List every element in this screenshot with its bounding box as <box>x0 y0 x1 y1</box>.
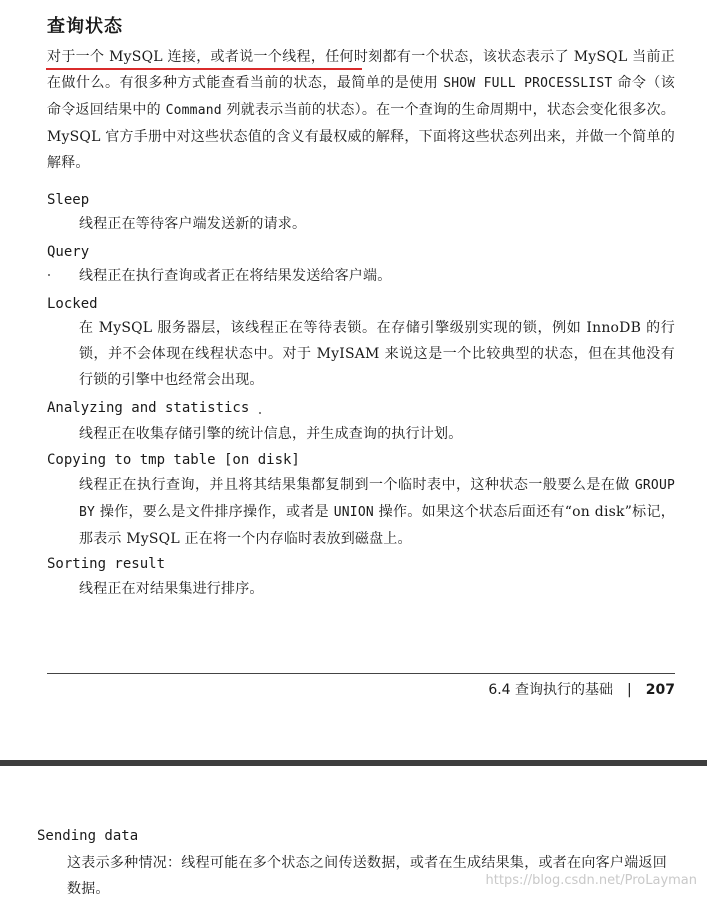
footer-page-number: 207 <box>645 682 675 698</box>
intro-underlined-text: 对于一个 MySQL 连接，或者说一个线程， <box>47 49 326 65</box>
footer-section-number: 6.4 <box>488 682 511 698</box>
state-term-query: Query <box>47 244 90 260</box>
red-underline-annotation <box>46 68 362 70</box>
intro-paragraph <box>47 44 675 176</box>
copying-desc-text-c: 操作。如果这个状态后面还有“on disk”标记，那表示 MySQL 正在将一个内存临时表放到磁盘上。 <box>79 504 676 547</box>
intro-code-2: Command <box>165 103 222 118</box>
intro-code-1: SHOW FULL PROCESSLIST <box>443 76 613 91</box>
state-desc-sorting: 线程正在对结果集进行排序。 <box>79 581 264 597</box>
state-desc-copying <box>79 472 675 552</box>
state-term-sorting: Sorting result <box>47 556 166 572</box>
page-footer <box>457 679 675 701</box>
state-desc-analyzing: 线程正在收集存储引擎的统计信息，并生成查询的执行计划。 <box>79 426 463 442</box>
footer-separator: | <box>627 682 632 698</box>
footer-section-title: 查询执行的基础 <box>515 682 614 698</box>
intro-text-1: 任何时刻都有一个状态，该状态表示了 MySQL 当前正在做什么。有很多种方式能查看当前的状态，最简单的是使用 <box>47 49 675 91</box>
copying-desc-code-b: UNION <box>333 505 374 520</box>
state-term-locked: Locked <box>47 296 98 312</box>
scan-speck <box>259 412 261 414</box>
state-term-sleep: Sleep <box>47 192 90 208</box>
copying-desc-text-b: 操作，要么是文件排序操作，或者是 <box>95 504 334 520</box>
state-term-copying: Copying to tmp table [on disk] <box>47 452 300 468</box>
footer-rule <box>47 673 675 674</box>
copying-desc-code-a: GROUP BY <box>79 478 675 520</box>
intro-text-3: 列就表示当前的状态）。在一个查询的生命周期中，状态会变化很多次。MySQL 官方手册中对这些状态值的含义有最权威的解释，下面将这些状态列出来，并做一个简单的解释。 <box>47 102 676 171</box>
intro-text-2: 命令（该命令返回结果中的 <box>47 75 676 118</box>
state-desc-locked: 在 MySQL 服务器层，该线程正在等待表锁。在存储引擎级别实现的锁，例如 InnoDB 的行锁，并不会体现在线程状态中。对于 MyISAM 来说这是一个比较典型的状态，但在其他没有行锁的引擎中也经常会出现。 <box>79 320 675 388</box>
state-term-sending-data: Sending data <box>37 828 139 844</box>
watermark-text: https://blog.csdn.net/ProLayman <box>485 873 697 888</box>
state-term-analyzing: Analyzing and statistics <box>47 400 250 416</box>
section-heading: 查询状态 <box>47 16 123 37</box>
scan-speck <box>48 274 50 276</box>
state-desc-query: 线程正在执行查询或者正在将结果发送给客户端。 <box>79 268 392 284</box>
state-desc-sending-data: 这表示多种情况：线程可能在多个状态之间传送数据，或者在生成结果集，或者在向客户端返回数据。 <box>67 855 667 897</box>
copying-desc-text-a: 线程正在执行查询，并且将其结果集都复制到一个临时表中，这种状态一般要么是在做 <box>79 477 635 493</box>
state-desc-sleep: 线程正在等待客户端发送新的请求。 <box>79 216 307 232</box>
